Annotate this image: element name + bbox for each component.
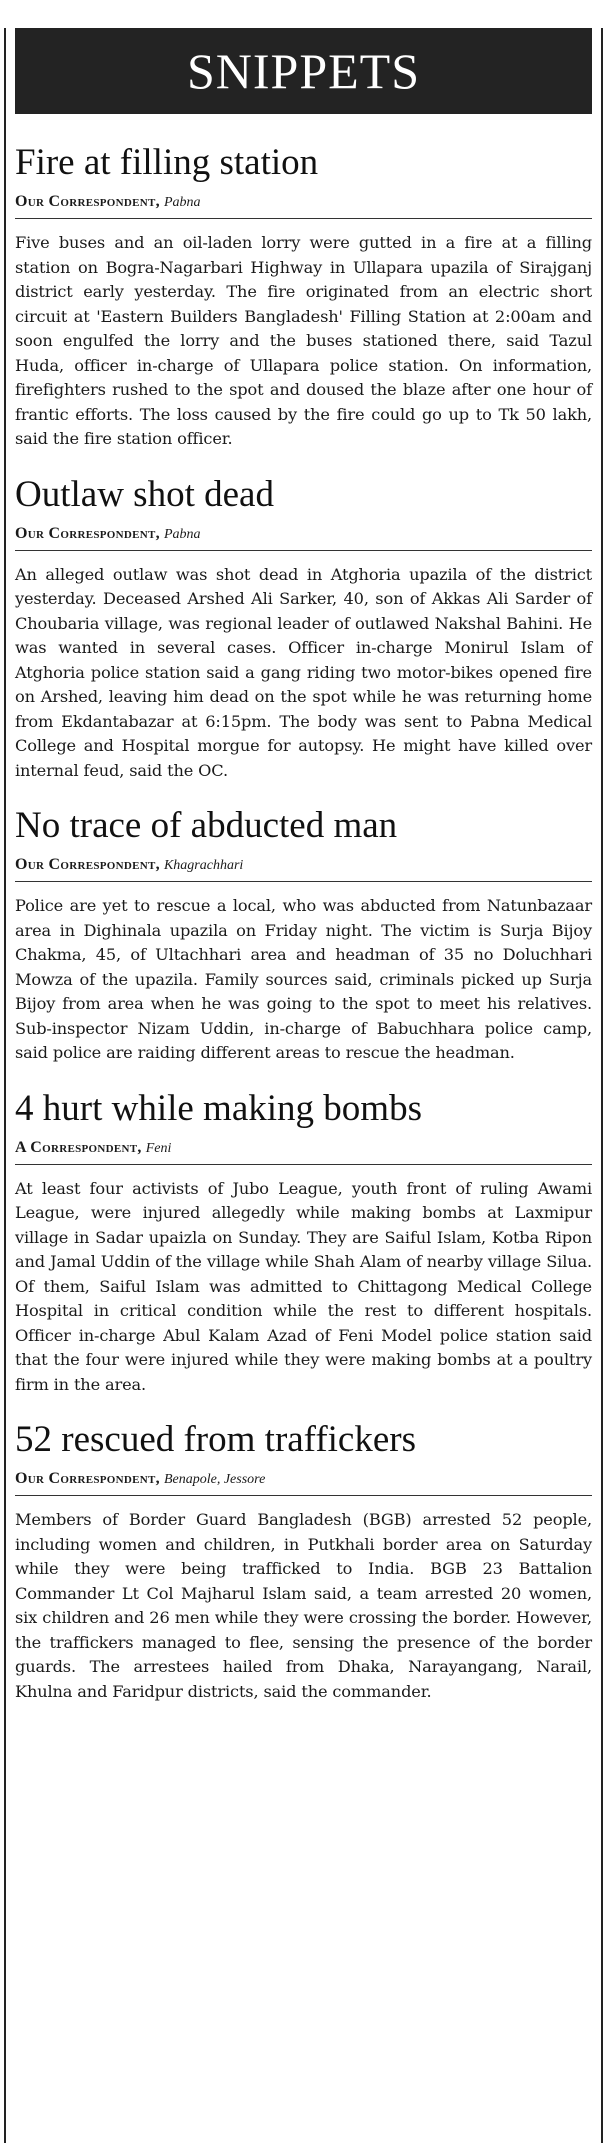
correspondent-label: Our Correspondent, <box>15 1470 160 1487</box>
dateline-place: Khagrachhari <box>163 858 244 873</box>
story-body: At least four activists of Jubo League, youth front of ruling Awami League, were injured allegedly while making bombs at Laxmipur village in Sadar upaizla on Sunday. They are Saiful Islam, Kotba Ripon and Jamal Uddin of the village while Shah Alam of nearby village Silua. Of them, Saiful Islam was admitted to Chittagong Medical College Hospital in critical condition while the rest to different hospitals. Officer in-charge Abul Kalam Azad of Feni Model police station said that the four were injured while they were making bombs at a poultry firm in the area. <box>15 1178 592 1394</box>
snippets-page <box>0 28 607 2143</box>
story-4-hurt-while-making-bombs <box>15 1088 592 1398</box>
correspondent-label: Our Correspondent, <box>15 524 160 542</box>
story-body: Five buses and an oil-laden lorry were gutted in a fire at a filling station on Bogra-Nagarbari Highway in Ullapara upazila of Sirajganj district early yesterday. The fire originated from an electric short circuit at 'Eastern Builders Bangladesh' Filling Station at 2:00am and soon engulfed the lorry and the buses stationed there, said Tazul Huda, officer in-charge of Ullapara police station. On information, firefighters rushed to the spot and doused the blaze after one hour of frantic efforts. The loss caused by the fire could go up to Tk 50 lakh, said the fire station officer. <box>15 233 592 448</box>
dateline-place: Feni <box>145 1140 172 1156</box>
correspondent-label: Our Correspondent, <box>15 193 160 210</box>
story-no-trace-of-abducted-man <box>15 805 592 1066</box>
story-body: Police are yet to rescue a local, who was abducted from Natunbazaar area in Dighinala upazila on Friday night. The victim is Surja Bijoy Chakma, 45, of Ultachhari area and headman of 35 no Doluchhari Mowza of the upazila. Family sources said, criminals picked up Surja Bijoy from area when he was going to the spot to meet his relatives. Sub-inspector Nizam Uddin, in-charge of Babuchhara police camp, said police are raiding different areas to rescue the headman. <box>15 896 592 1062</box>
story-headline: Outlaw shot dead <box>15 473 274 515</box>
story-byline <box>15 1138 592 1165</box>
story-byline <box>15 524 592 551</box>
story-body: An alleged outlaw was shot dead in Atghoria upazila of the district yesterday. Deceased Arshed Ali Sarker, 40, son of Akkas Ali Sarder of Choubaria village, was regional leader of outlawed Nakshal Bahini. He was wanted in several cases. Officer in-charge Monirul Islam of Atghoria police station said a gang riding two motor-bikes opened fire on Arshed, leaving him dead on the spot while he was returning home from Ekdantabazar at 6:15pm. The body was sent to Pabna Medical College and Hospital morgue for autopsy. He might have killed over internal feud, said the OC. <box>15 564 592 780</box>
correspondent-label: Our Correspondent, <box>15 856 160 873</box>
section-banner: SNIPPETS <box>15 28 592 114</box>
right-column-rule <box>601 28 603 2143</box>
left-column-rule <box>4 28 6 2143</box>
dateline-place: Pabna <box>163 195 201 210</box>
correspondent-label: A Correspondent, <box>15 1138 142 1156</box>
story-52-rescued-from-traffickers <box>15 1419 592 1704</box>
story-outlaw-shot-dead <box>15 474 592 784</box>
story-byline <box>15 855 592 882</box>
story-headline: Fire at filling station <box>15 142 319 183</box>
story-body: Members of Border Guard Bangladesh (BGB) arrested 52 people, including women and children, in Putkhali border area on Saturday while they were being trafficked to India. BGB 23 Battalion Commander Lt Col Majharul Islam said, a team arrested 20 women, six children and 26 men while they were crossing the border. However, the traffickers managed to flee, sensing the presence of the border guards. The arrestees hailed from Dhaka, Narayangang, Narail, Khulna and Faridpur districts, said the commander. <box>15 1510 592 1701</box>
story-headline: No trace of abducted man <box>15 805 398 846</box>
story-fire-at-filling-station <box>15 142 592 452</box>
story-headline: 52 rescued from traffickers <box>15 1419 417 1460</box>
story-byline <box>15 192 592 219</box>
dateline-place: Pabna <box>163 526 201 542</box>
story-byline <box>15 1469 592 1496</box>
story-headline: 4 hurt while making bombs <box>15 1087 422 1129</box>
dateline-place: Benapole, Jessore <box>163 1472 266 1487</box>
